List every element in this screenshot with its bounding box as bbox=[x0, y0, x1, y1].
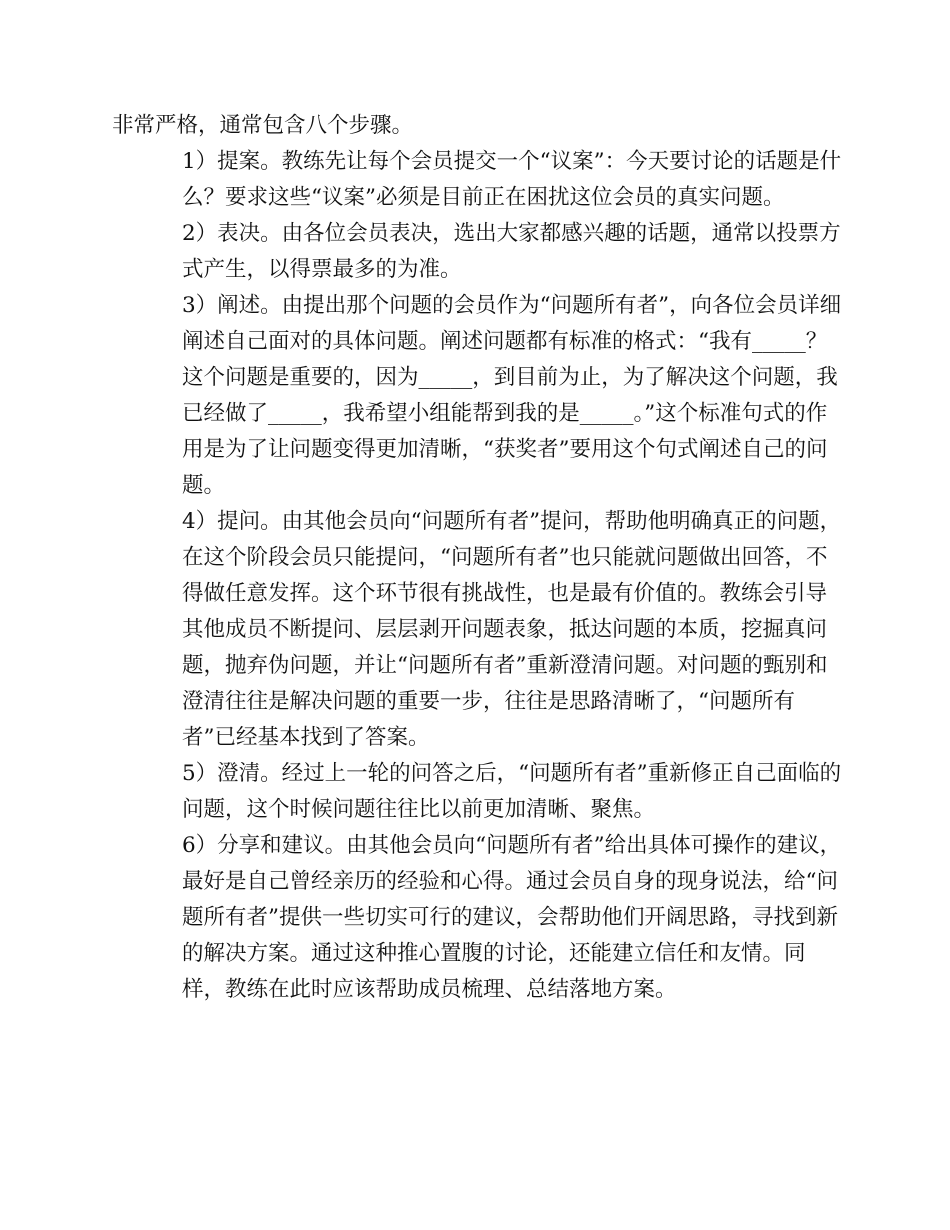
step-1-paragraph: 1）提案。教练先让每个会员提交一个“议案”：今天要讨论的话题是什么？要求这些“议案”必须是目前正在困扰这位会员的真实问题。 bbox=[182, 149, 842, 210]
step-6-paragraph: 6）分享和建议。由其他会员向“问题所有者”给出具体可操作的建议，最好是自己曾经亲历的经验和心得。通过会员自身的现身说法，给“问题所有者”提供一些切实可行的建议，会帮助他们开阔思路，寻找到新的解决方案。通过这种推心置腹的讨论，还能建立信任和友情。同样，教练在此时应该帮助成员梳理、总结落地方案。 bbox=[182, 833, 842, 1002]
step-2-paragraph: 2）表决。由各位会员表决，选出大家都感兴趣的话题，通常以投票方式产生，以得票最多的为准。 bbox=[182, 221, 841, 282]
step-3-paragraph: 3）阐述。由提出那个问题的会员作为“问题所有者”，向各位会员详细阐述自己面对的具体问题。阐述问题都有标准的格式：“我有_____？这个问题是重要的，因为_____，到目前为止，为了解决这个问题，我已经做了_____，我希望小组能帮到我的是_____。”这个标准句式的作用是为了让问题变得更加清晰，“获奖者”要用这个句式阐述自己的问题。 bbox=[182, 293, 842, 498]
steps-list bbox=[182, 144, 844, 1008]
step-4-paragraph: 4）提问。由其他会员向“问题所有者”提问，帮助他明确真正的问题，在这个阶段会员只能提问，“问题所有者”也只能就问题做出回答，不得做任意发挥。这个环节很有挑战性，也是最有价值的。教练会引导其他成员不断提问、层层剥开问题表象，抵达问题的本质，挖掘真问题，抛弃伪问题，并让“问题所有者”重新澄清问题。对问题的甄别和澄清往往是解决问题的重要一步，往往是思路清晰了，“问题所有者”已经基本找到了答案。 bbox=[182, 509, 842, 750]
step-5-paragraph: 5）澄清。经过上一轮的问答之后，“问题所有者”重新修正自己面临的问题，这个时候问题往往比以前更加清晰、聚焦。 bbox=[182, 761, 842, 822]
lead-paragraph: 非常严格，通常包含八个步骤。 bbox=[112, 113, 414, 138]
